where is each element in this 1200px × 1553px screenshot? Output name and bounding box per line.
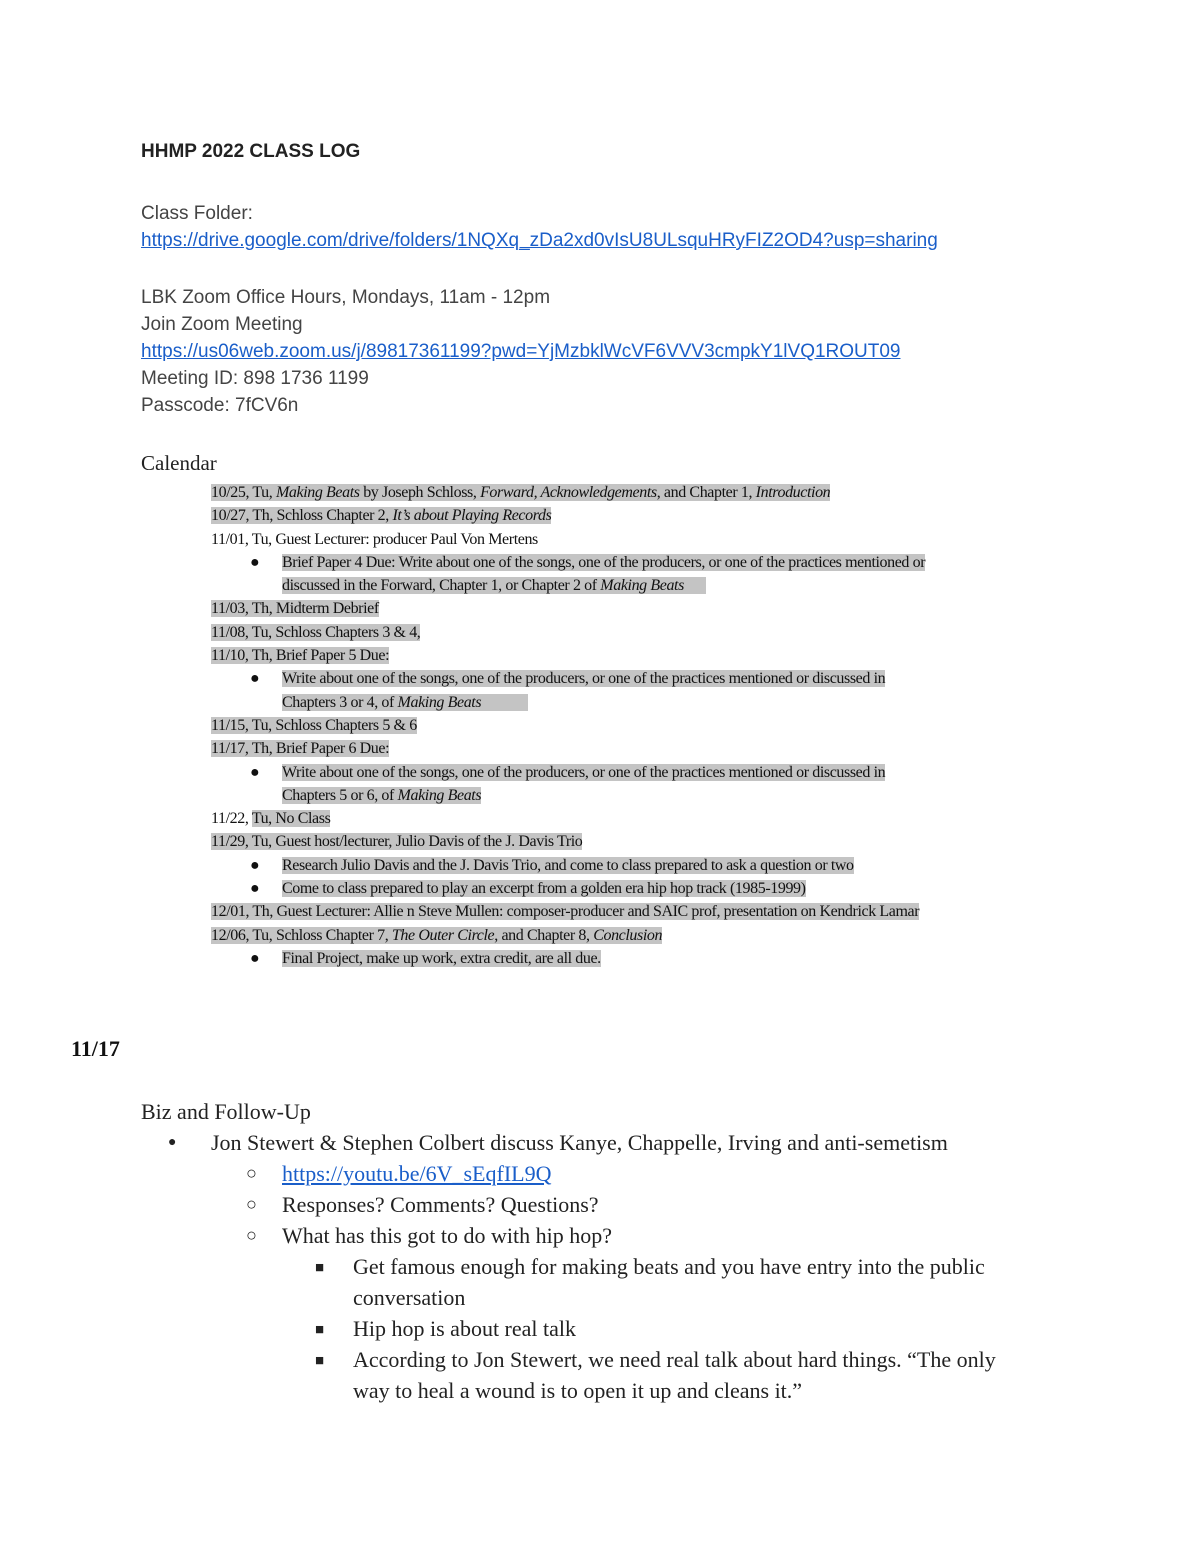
calendar-list (211, 481, 925, 970)
calendar-subitem: ● Research Julio Davis and the J. Davis Trio, and come to class prepared to ask a question or two (211, 854, 925, 877)
document-title: HHMP 2022 CLASS LOG (141, 141, 361, 162)
meeting-id: Meeting ID: 898 1736 1199 (141, 368, 369, 389)
join-zoom-label: Join Zoom Meeting (141, 314, 303, 335)
bullet-marker: ● (250, 856, 260, 874)
folder-label: Class Folder: (141, 203, 253, 224)
calendar-item: 10/25, Tu, Making Beats by Joseph Schloss, Forward, Acknowledgements, and Chapter 1, Introduction (211, 484, 831, 501)
bullet-marker: ● (250, 949, 260, 967)
calendar-subitem: ● Come to class prepared to play an excerpt from a golden era hip hop track (1985-1999) (211, 877, 925, 900)
calendar-subitem: ● Final Project, make up work, extra credit, are all due. (211, 947, 925, 970)
bullet-marker: ○ (246, 1163, 257, 1183)
calendar-item: 12/01, Th, Guest Lecturer: Allie n Steve Mullen: composer-producer and SAIC prof, presentation on Kendrick Lamar (211, 903, 920, 921)
date-heading: 11/17 (71, 1036, 120, 1061)
bullet-marker: ● (250, 670, 260, 688)
list-item: ■ According to Jon Stewert, we need real talk about hard things. “The only way to heal a wound is to open it up and cleans it.” (315, 1347, 996, 1403)
calendar-subitem: ● Write about one of the songs, one of the producers, or one of the practices mentioned or discussed in Chapters 5 or 6, of Making Beats (211, 761, 925, 808)
list-item (141, 1158, 996, 1189)
list-item: ● Jon Stewert & Stephen Colbert discuss Kanye, Chappelle, Irving and anti-semetism (141, 1127, 996, 1158)
info-block (141, 200, 938, 419)
notes-block (141, 1096, 996, 1406)
calendar-subitem: ● Write about one of the songs, one of the producers, or one of the practices mentioned or discussed in Chapters 3 or 4, of Making Beats (211, 667, 925, 714)
zoom-link[interactable]: https://us06web.zoom.us/j/89817361199?pwd=YjMzbklWcVF6VVV3cmpkY1lVQ1ROUT09 (141, 341, 901, 362)
list-item: ■ Hip hop is about real talk (141, 1313, 996, 1344)
folder-link[interactable]: https://drive.google.com/drive/folders/1NQXq_zDa2xd0vIsU8ULsquHRyFIZ2OD4?usp=sharing (141, 230, 938, 251)
bullet-marker: ● (250, 553, 260, 571)
bullet-marker: ○ (246, 1194, 257, 1214)
bullet-marker: ● (168, 1135, 177, 1150)
list-item: ○ What has this got to do with hip hop? (141, 1220, 996, 1251)
list-item: ○ Responses? Comments? Questions? (141, 1189, 996, 1220)
youtube-link[interactable]: https://youtu.be/6V_sEqfIL9Q (282, 1161, 552, 1186)
calendar-item: 12/06, Tu, Schloss Chapter 7, The Outer Circle, and Chapter 8, Conclusion (211, 926, 663, 944)
calendar-subitem: ● Brief Paper 4 Due: Write about one of the songs, one of the producers, or one of the practices mentioned or discussed in the Forward, Chapter 1, or Chapter 2 of Making Beats (211, 551, 925, 598)
bullet-marker: ■ (315, 1353, 325, 1369)
calendar-item: 11/03, Th, Midterm Debrief (211, 600, 379, 618)
calendar-item: 11/17, Th, Brief Paper 6 Due: (211, 740, 390, 758)
bullet-marker: ● (250, 763, 260, 781)
list-item: ■ Get famous enough for making beats and you have entry into the public conversation (315, 1254, 985, 1310)
passcode: Passcode: 7fCV6n (141, 395, 299, 416)
calendar-item: 11/22, Tu, No Class (211, 810, 331, 828)
bullet-marker: ● (250, 880, 260, 898)
calendar-item: 11/08, Tu, Schloss Chapters 3 & 4, (211, 623, 421, 641)
calendar-item: 11/15, Tu, Schloss Chapters 5 & 6 (211, 716, 417, 734)
office-hours: LBK Zoom Office Hours, Mondays, 11am - 12pm (141, 287, 551, 308)
calendar-item: 11/29, Tu, Guest host/lecturer, Julio Davis of the J. Davis Trio (211, 833, 583, 851)
spacer (141, 254, 938, 284)
calendar-item: 11/01, Tu, Guest Lecturer: producer Paul Von Mertens (211, 530, 538, 548)
bullet-marker: ○ (246, 1225, 257, 1245)
bullet-marker: ■ (315, 1260, 325, 1276)
calendar-item: 11/10, Th, Brief Paper 5 Due: (211, 647, 390, 665)
calendar-item: 10/27, Th, Schloss Chapter 2, It’s about Playing Records (211, 507, 552, 525)
section-heading: Biz and Follow-Up (141, 1099, 311, 1124)
bullet-marker: ■ (315, 1322, 325, 1338)
calendar-heading: Calendar (141, 451, 217, 475)
